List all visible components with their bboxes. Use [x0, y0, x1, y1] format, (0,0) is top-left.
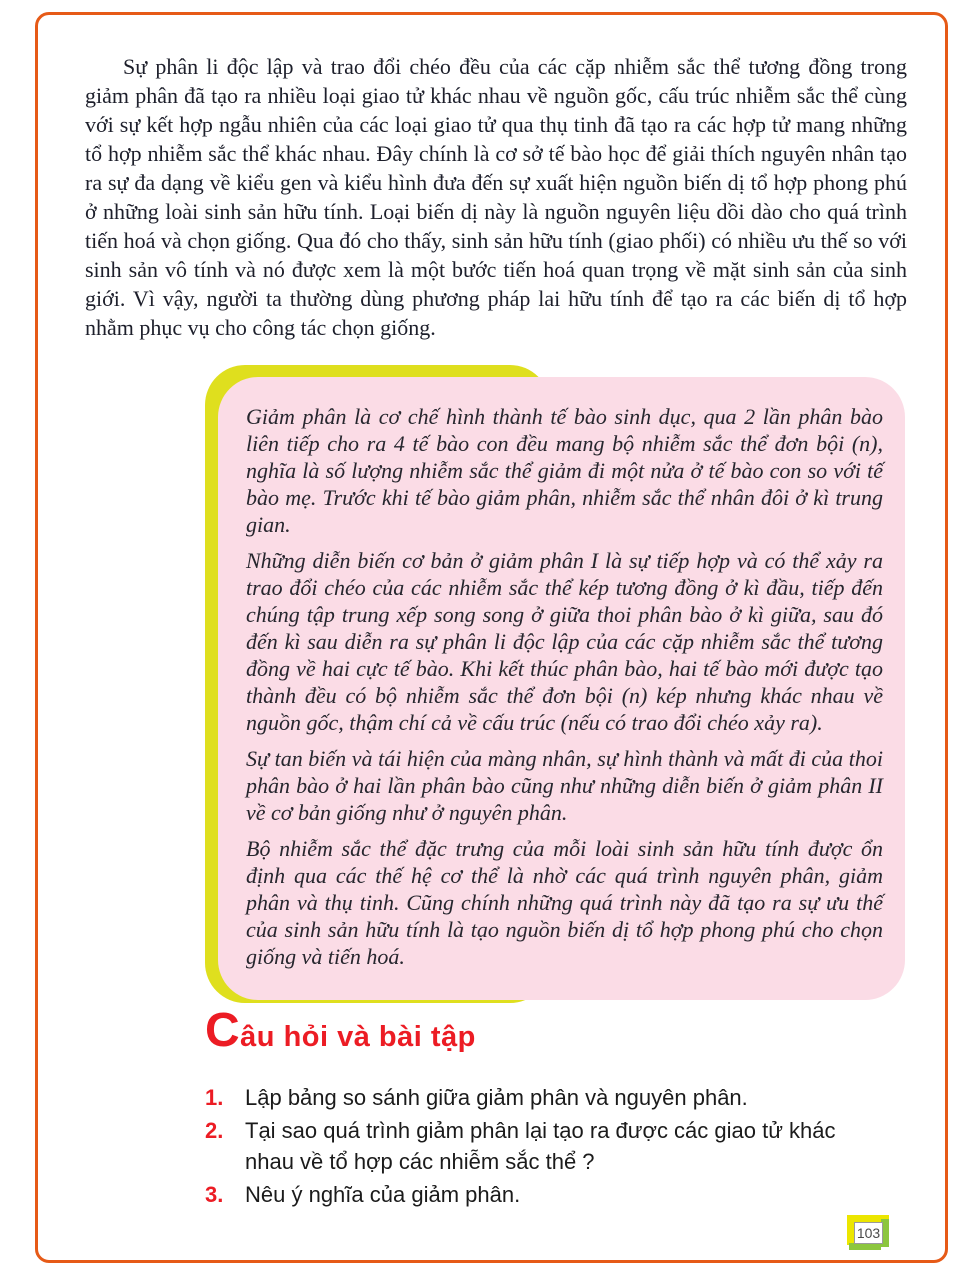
questions-section — [205, 1005, 905, 1212]
page-number: 103 — [854, 1222, 883, 1244]
badge-yellow-left-bar — [847, 1215, 854, 1245]
question-text: Lập bảng so sánh giữa giảm phân và nguyên phân. — [245, 1085, 748, 1110]
question-text: Nêu ý nghĩa của giảm phân. — [245, 1182, 521, 1207]
summary-paragraph: Những diễn biến cơ bản ở giảm phân I là sự tiếp hợp và có thể xảy ra trao đổi chéo của các nhiễm sắc thể kép tương đồng ở kì đầu, tiếp đến chúng tập trung xếp song song ở giữa thoi phân bào ở kì giữa, sau đó đến kì sau diễn ra sự phân li độc lập của các cặp nhiễm sắc thể tương đồng về hai cực tế bào. Khi kết thúc phân bào, hai tế bào mới được tạo thành đều có bộ nhiễm sắc thể đơn bội (n) kép nhưng khác nhau về nguồn gốc, thậm chí cả về cấu trúc (nếu có trao đổi chéo xảy ra). — [246, 548, 883, 735]
summary-paragraph: Bộ nhiễm sắc thể đặc trưng của mỗi loài sinh sản hữu tính được ổn định qua các thế hệ cơ thể là nhờ các quá trình nguyên phân, giảm phân và thụ tinh. Cũng chính những quá trình này đã tạo ra sự ưu thế của sinh sản hữu tính là tạo nguồn biến dị tổ hợp phong phú cho chọn giống và tiến hoá. — [246, 836, 883, 969]
question-number: 2. — [205, 1118, 224, 1143]
question-number: 1. — [205, 1085, 224, 1110]
question-item — [205, 1179, 905, 1210]
question-item — [205, 1115, 905, 1177]
page-number-badge — [845, 1212, 897, 1254]
summary-paragraph: Giảm phân là cơ chế hình thành tế bào sinh dục, qua 2 lần phân bào liên tiếp cho ra 4 tế bào con đều mang bộ nhiễm sắc thể đơn bội (n), nghĩa là số lượng nhiễm sắc thể giảm đi một nửa ở tế bào con so với tế bào mẹ. Trước khi tế bào giảm phân, nhiễm sắc thể nhân đôi ở kì trung gian. — [246, 404, 883, 537]
summary-box-wrapper — [205, 365, 905, 1000]
summary-paragraph: Sự tan biến và tái hiện của màng nhân, sự hình thành và mất đi của thoi phân bào ở hai lần phân bào cũng như những diễn biến ở giảm phân II về cơ bản giống như ở nguyên phân. — [246, 746, 883, 825]
question-text: Tại sao quá trình giảm phân lại tạo ra được các giao tử khác nhau về tổ hợp các nhiễm sắc thể ? — [245, 1118, 836, 1174]
question-item — [205, 1082, 905, 1113]
intro-paragraph: Sự phân li độc lập và trao đổi chéo đều của các cặp nhiễm sắc thể tương đồng trong giảm phân đã tạo ra nhiều loại giao tử khác nhau về nguồn gốc, cấu trúc nhiễm sắc thể cùng với sự kết hợp ngẫu nhiên của các loại giao tử qua thụ tinh đã tạo ra các hợp tử mang những tổ hợp nhiễm sắc thể khác nhau. Đây chính là cơ sở tế bào học để giải thích nguyên nhân tạo ra sự đa dạng về kiểu gen và kiểu hình đưa đến sự xuất hiện nguồn biến dị tổ hợp phong phú ở những loài sinh sản hữu tính. Loại biến dị này là nguồn nguyên liệu dồi dào cho quá trình tiến hoá và chọn giống. Qua đó cho thấy, sinh sản hữu tính (giao phối) có nhiều ưu thế so với sinh sản vô tính và nó được xem là một bước tiến hoá quan trọng về mặt sinh sản của sinh giới. Vì vậy, người ta thường dùng phương pháp lai hữu tính để tạo ra các biến dị tổ hợp nhằm phục vụ cho công tác chọn giống. — [85, 54, 907, 340]
badge-green-bottom-bar — [849, 1243, 881, 1250]
questions-heading-rest: âu hỏi và bài tập — [240, 1021, 476, 1053]
questions-heading-initial: C — [205, 1004, 241, 1057]
summary-box — [218, 377, 905, 1000]
question-number: 3. — [205, 1182, 224, 1207]
questions-heading — [205, 1005, 905, 1068]
